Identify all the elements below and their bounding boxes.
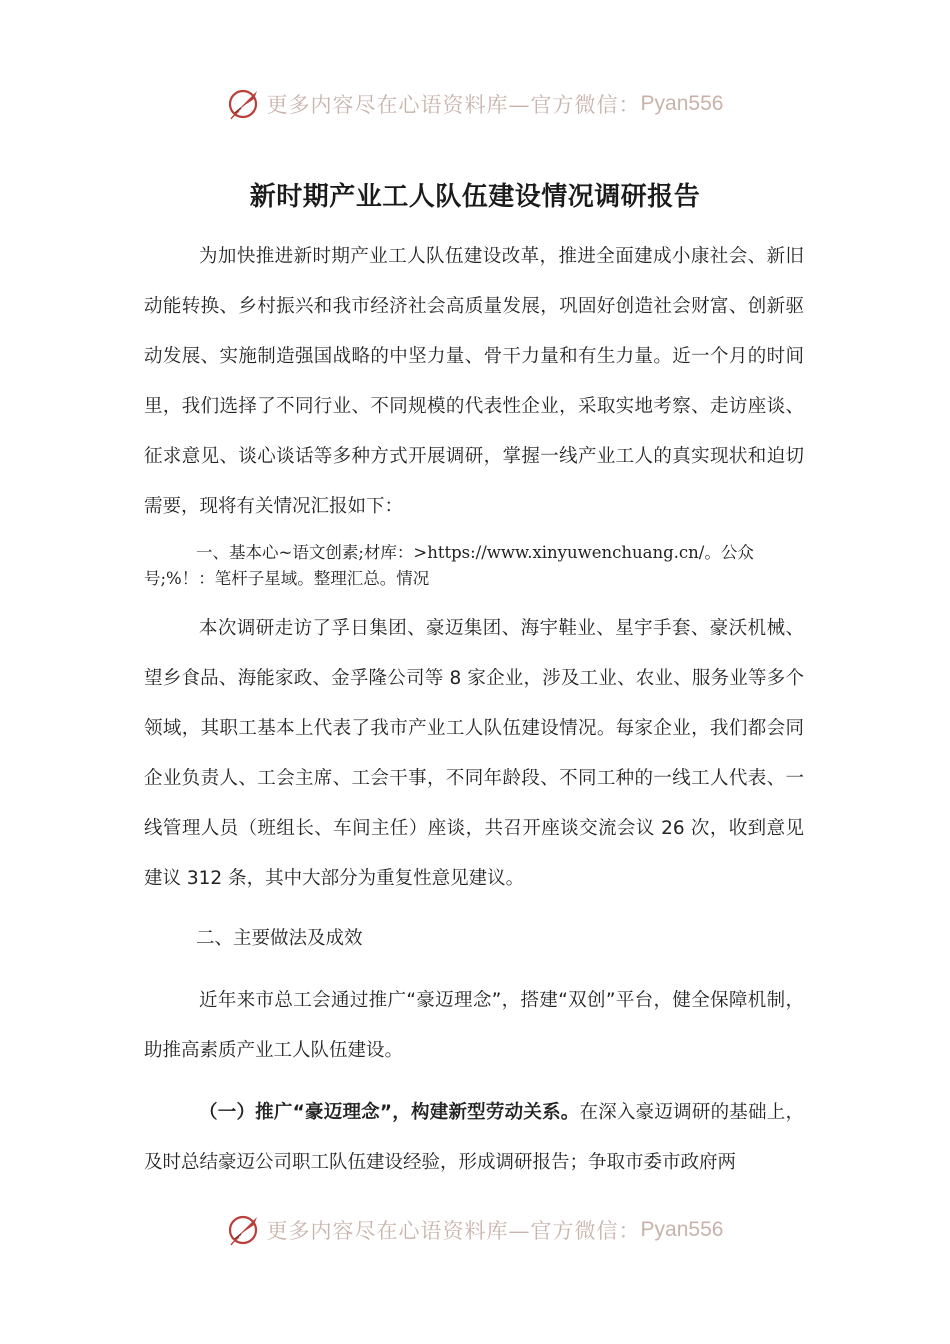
quill-logo-icon <box>227 1212 263 1248</box>
watermark-wechat-id: Pyan556 <box>640 92 724 115</box>
footer-watermark <box>0 1210 950 1250</box>
section-2-heading: 二、主要做法及成效 <box>196 928 363 949</box>
watermark-text: 更多内容尽在心语资料库—官方微信： <box>266 1219 641 1243</box>
watermark-text: 更多内容尽在心语资料库—官方微信： <box>266 93 641 117</box>
header-watermark <box>0 84 950 124</box>
intro-paragraph: 为加快推进新时期产业工人队伍建设改革，推进全面建成小康社会、新旧动能转换、乡村振兴和我市经济社会高质量发展，巩固好创造社会财富、创新驱动发展、实施制造强国战略的中坚力量、骨干力量和有生力量。近一个月的时间里，我们选择了不同行业、不同规模的代表性企业，采取实地考察、走访座谈、征求意见、谈心谈话等多种方式开展调研，掌握一线产业工人的真实现状和迫切需要，现将有关情况汇报如下： <box>144 246 804 517</box>
page-title: 新时期产业工人队伍建设情况调研报告 <box>249 182 701 212</box>
item-1-paragraph <box>144 1088 804 1188</box>
item-1-lead: （一）推广“豪迈理念”，构建新型劳动关系。 <box>199 1102 580 1123</box>
section-2-paragraph: 近年来市总工会通过推广“豪迈理念”，搭建“双创”平台，健全保障机制，助推高素质产业工人队伍建设。 <box>144 990 804 1061</box>
quill-logo-icon <box>227 86 263 122</box>
section-1-heading: 一、基本心~语文创素;材库：>https://www.xinyuwenchuang.cn/。公众号;%！：笔杆子星域。整理汇总。情况 <box>144 543 754 588</box>
section-1-paragraph: 本次调研走访了孚日集团、豪迈集团、海宇鞋业、星宇手套、豪沃机械、望乡食品、海能家政、金孚隆公司等 8 家企业，涉及工业、农业、服务业等多个领域，其职工基本上代表了我市产业工人队伍建设情况。每家企业，我们都会同企业负责人、工会主席、工会干事，不同年龄段、不同工种的一线工人代表、一线管理人员（班组长、车间主任）座谈，共召开座谈交流会议 26 次，收到意见建议 312 条，其中大部分为重复性意见建议。 <box>144 618 804 889</box>
item-1-body: 在深入豪迈调研的基础上，及时总结豪迈公司职工队伍建设经验，形成调研报告；争取市委市政府两 <box>144 1102 804 1173</box>
watermark-wechat-id: Pyan556 <box>640 1218 724 1241</box>
